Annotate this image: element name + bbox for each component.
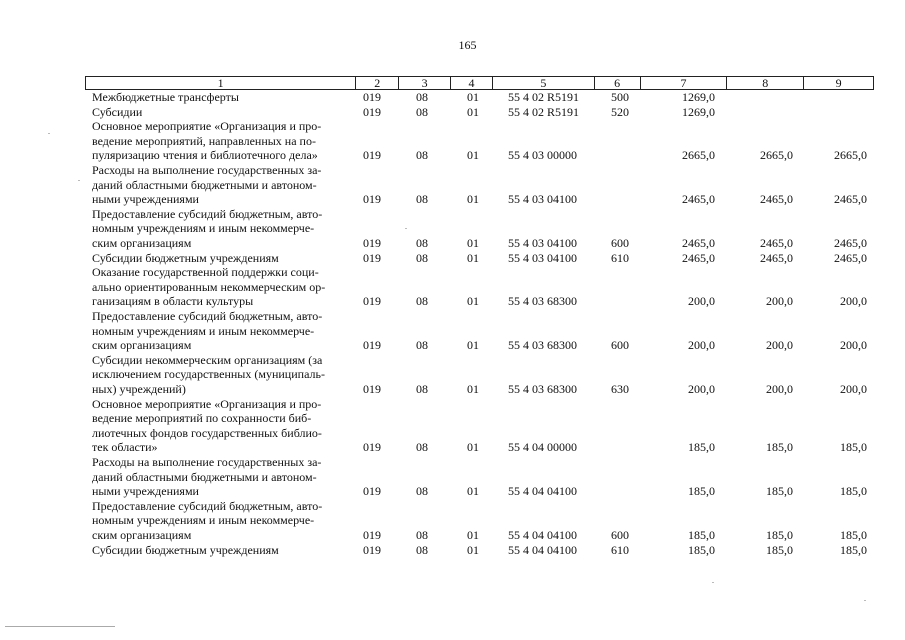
- description-line: ганизациям в области культуры: [92, 294, 254, 309]
- description-line: Субсидии: [92, 104, 143, 119]
- cell-col-3: 08: [416, 294, 428, 309]
- row-description: [92, 90, 360, 105]
- cell-col-5: 55 4 03 04100: [508, 192, 577, 207]
- cell-col-3: 08: [416, 192, 428, 207]
- cell-col-4: 01: [467, 484, 479, 499]
- cell-col-9: 185,0: [840, 542, 867, 557]
- header-cell-6: 6: [595, 77, 641, 89]
- table-row: [0, 119, 905, 163]
- cell-col-4: 01: [467, 440, 479, 455]
- cell-col-4: 01: [467, 250, 479, 265]
- cell-col-5: 55 4 04 00000: [508, 440, 577, 455]
- cell-col-6: 600: [611, 338, 629, 353]
- row-description: [92, 265, 360, 309]
- cell-col-4: 01: [467, 527, 479, 542]
- cell-col-5: 55 4 02 R5191: [508, 104, 580, 119]
- cell-col-2: 019: [363, 148, 381, 163]
- description-line: Межбюджетные трансферты: [92, 90, 239, 104]
- cell-col-7: 185,0: [688, 484, 715, 499]
- cell-col-5: 55 4 03 68300: [508, 294, 577, 309]
- cell-col-9: 2465,0: [834, 250, 867, 265]
- table-row: [0, 207, 905, 251]
- page-number: 165: [458, 38, 477, 52]
- cell-col-7: 1269,0: [682, 104, 715, 119]
- row-description: [92, 163, 360, 207]
- cell-col-4: 01: [467, 235, 479, 250]
- description-line: номным учреждениям и иным некоммерче-: [92, 323, 315, 338]
- description-line: ально ориентированным некоммерческим ор-: [92, 279, 326, 294]
- cell-col-7: 2465,0: [682, 192, 715, 207]
- description-line: даний областными бюджетными и автоном-: [92, 177, 317, 192]
- description-line: ским организациям: [92, 338, 192, 353]
- cell-col-7: 200,0: [688, 381, 715, 396]
- cell-col-2: 019: [363, 294, 381, 309]
- cell-col-3: 08: [416, 90, 428, 104]
- table-row: [0, 543, 905, 558]
- description-line: Субсидии некоммерческим организациям (за: [92, 352, 323, 367]
- cell-col-5: 55 4 04 04100: [508, 484, 577, 499]
- header-cell-9: 9: [835, 76, 842, 90]
- description-line: ским организациям: [92, 527, 192, 542]
- cell-col-3: 08: [416, 484, 428, 499]
- cell-col-8: 200,0: [766, 338, 793, 353]
- row-description: [92, 543, 360, 558]
- cell-col-4: 01: [467, 381, 479, 396]
- cell-col-8: 185,0: [766, 542, 793, 557]
- cell-col-2: 019: [363, 338, 381, 353]
- cell-col-3: 08: [416, 235, 428, 250]
- cell-col-9: 200,0: [840, 381, 867, 396]
- header-cell-1: 1: [86, 77, 356, 89]
- description-line: Основное мероприятие «Организация и про-: [92, 119, 322, 134]
- cell-col-2: 019: [363, 542, 381, 557]
- description-line: номным учреждениям и иным некоммерче-: [92, 221, 315, 236]
- description-line: ными учреждениями: [92, 192, 199, 207]
- table-row: [0, 251, 905, 266]
- table-row: [0, 163, 905, 207]
- cell-col-9: 185,0: [840, 527, 867, 542]
- header-cell-2: 2: [356, 77, 399, 89]
- header-cell-5: 5: [493, 77, 595, 89]
- scan-speck: [405, 228, 407, 229]
- cell-col-4: 01: [467, 148, 479, 163]
- cell-col-6: 600: [611, 235, 629, 250]
- cell-col-5: 55 4 04 04100: [508, 542, 577, 557]
- description-line: исключением государственных (муниципаль-: [92, 367, 325, 382]
- cell-col-6: 520: [611, 104, 629, 119]
- cell-col-8: 2465,0: [760, 192, 793, 207]
- cell-col-9: 200,0: [840, 294, 867, 309]
- cell-col-5: 55 4 03 04100: [508, 235, 577, 250]
- budget-table-body: [0, 90, 905, 557]
- scan-speck: [864, 600, 866, 601]
- table-row: [0, 265, 905, 309]
- cell-col-3: 08: [416, 527, 428, 542]
- cell-col-5: 55 4 03 00000: [508, 148, 577, 163]
- cell-col-6: 610: [611, 542, 629, 557]
- cell-col-2: 019: [363, 484, 381, 499]
- row-description: [92, 455, 360, 499]
- row-description: [92, 397, 360, 455]
- cell-col-4: 01: [467, 192, 479, 207]
- cell-col-5: 55 4 03 04100: [508, 250, 577, 265]
- cell-col-6: 610: [611, 250, 629, 265]
- cell-col-8: 200,0: [766, 381, 793, 396]
- cell-col-2: 019: [363, 381, 381, 396]
- scan-speck: [78, 180, 80, 181]
- table-header-row: [85, 76, 874, 90]
- cell-col-3: 08: [416, 104, 428, 119]
- description-line: Расходы на выполнение государственных за-: [92, 162, 322, 177]
- description-line: номным учреждениям и иным некоммерче-: [92, 513, 315, 528]
- description-line: Основное мероприятие «Организация и про-: [92, 396, 322, 411]
- cell-col-2: 019: [363, 90, 381, 104]
- cell-col-2: 019: [363, 250, 381, 265]
- cell-col-3: 08: [416, 542, 428, 557]
- cell-col-3: 08: [416, 338, 428, 353]
- cell-col-5: 55 4 03 68300: [508, 381, 577, 396]
- cell-col-2: 019: [363, 235, 381, 250]
- row-description: [92, 207, 360, 251]
- description-line: Расходы на выполнение государственных за-: [92, 454, 322, 469]
- cell-col-9: 185,0: [840, 440, 867, 455]
- cell-col-7: 2665,0: [682, 148, 715, 163]
- row-description: [92, 119, 360, 163]
- description-line: Субсидии бюджетным учреждениям: [92, 542, 279, 557]
- scan-speck: [712, 582, 714, 583]
- cell-col-2: 019: [363, 104, 381, 119]
- header-cell-4: 4: [451, 77, 493, 89]
- description-line: ведение мероприятий по сохранности биб-: [92, 411, 312, 426]
- description-line: Предоставление субсидий бюджетным, авто-: [92, 498, 323, 513]
- cell-col-6: 630: [611, 381, 629, 396]
- cell-col-7: 2465,0: [682, 250, 715, 265]
- cell-col-2: 019: [363, 527, 381, 542]
- description-line: даний областными бюджетными и автоном-: [92, 469, 317, 484]
- row-description: [92, 499, 360, 543]
- cell-col-4: 01: [467, 104, 479, 119]
- cell-col-7: 200,0: [688, 294, 715, 309]
- cell-col-3: 08: [416, 440, 428, 455]
- cell-col-7: 185,0: [688, 440, 715, 455]
- cell-col-9: 185,0: [840, 484, 867, 499]
- table-row: [0, 499, 905, 543]
- cell-col-8: 2665,0: [760, 148, 793, 163]
- cell-col-3: 08: [416, 148, 428, 163]
- header-cell-8: 8: [727, 77, 804, 89]
- description-line: Субсидии бюджетным учреждениям: [92, 250, 279, 265]
- header-cell-7: 7: [641, 77, 728, 89]
- header-cell-3: 3: [399, 77, 451, 89]
- cell-col-9: 2465,0: [834, 235, 867, 250]
- cell-col-8: 2465,0: [760, 250, 793, 265]
- description-line: ведение мероприятий, направленных на по-: [92, 133, 316, 148]
- row-description: [92, 353, 360, 397]
- cell-col-8: 185,0: [766, 527, 793, 542]
- cell-col-9: 2665,0: [834, 148, 867, 163]
- cell-col-8: 185,0: [766, 484, 793, 499]
- cell-col-9: 200,0: [840, 338, 867, 353]
- cell-col-9: 2465,0: [834, 192, 867, 207]
- cell-col-8: 200,0: [766, 294, 793, 309]
- row-description: [92, 251, 360, 266]
- cell-col-5: 55 4 04 04100: [508, 527, 577, 542]
- description-line: Предоставление субсидий бюджетным, авто-: [92, 308, 323, 323]
- table-row: [0, 90, 905, 105]
- row-description: [92, 105, 360, 120]
- cell-col-5: 55 4 02 R5191: [508, 90, 580, 104]
- table-row: [0, 309, 905, 353]
- cell-col-7: 2465,0: [682, 235, 715, 250]
- table-row: [0, 455, 905, 499]
- cell-col-2: 019: [363, 192, 381, 207]
- table-row: [0, 397, 905, 455]
- cell-col-6: 600: [611, 527, 629, 542]
- cell-col-7: 185,0: [688, 542, 715, 557]
- cell-col-3: 08: [416, 250, 428, 265]
- description-line: ными учреждениями: [92, 484, 199, 499]
- description-line: Предоставление субсидий бюджетным, авто-: [92, 206, 323, 221]
- cell-col-4: 01: [467, 90, 479, 104]
- scan-speck: [48, 133, 50, 134]
- description-line: тек области»: [92, 440, 158, 455]
- cell-col-2: 019: [363, 440, 381, 455]
- cell-col-7: 185,0: [688, 527, 715, 542]
- table-row: [0, 353, 905, 397]
- cell-col-7: 1269,0: [682, 90, 715, 104]
- cell-col-4: 01: [467, 338, 479, 353]
- description-line: лиотечных фондов государственных библио-: [92, 425, 322, 440]
- cell-col-6: 500: [611, 90, 629, 104]
- table-row: [0, 105, 905, 120]
- row-description: [92, 309, 360, 353]
- cell-col-7: 200,0: [688, 338, 715, 353]
- description-line: ским организациям: [92, 235, 192, 250]
- cell-col-8: 185,0: [766, 440, 793, 455]
- cell-col-4: 01: [467, 294, 479, 309]
- description-line: Оказание государственной поддержки соци-: [92, 265, 319, 280]
- description-line: пуляризацию чтения и библиотечного дела»: [92, 148, 318, 163]
- footer-rule: [5, 626, 115, 627]
- description-line: ных) учреждений): [92, 381, 186, 396]
- cell-col-4: 01: [467, 542, 479, 557]
- cell-col-3: 08: [416, 381, 428, 396]
- cell-col-8: 2465,0: [760, 235, 793, 250]
- cell-col-5: 55 4 03 68300: [508, 338, 577, 353]
